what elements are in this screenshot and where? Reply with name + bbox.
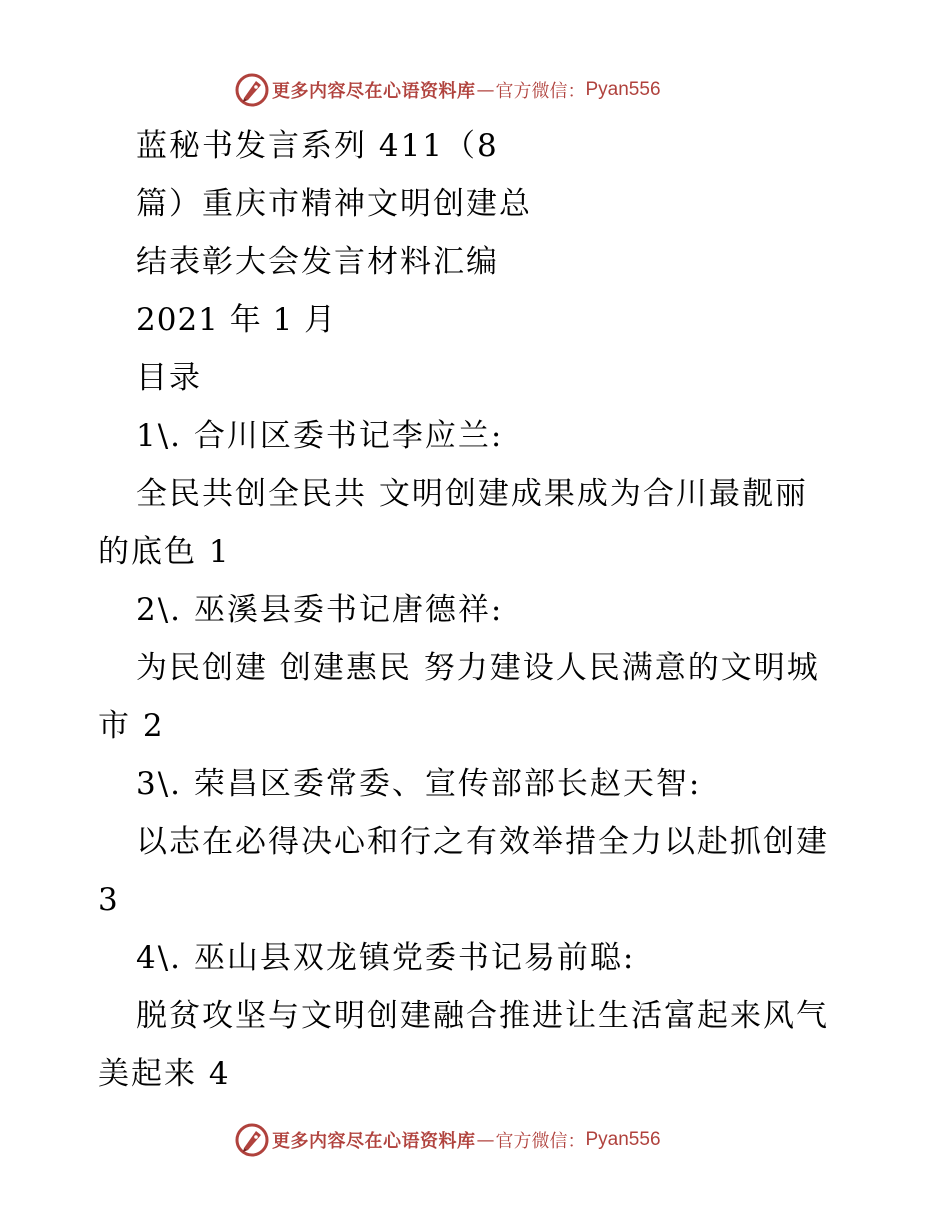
- toc-entry-1-title-cont: 的底色 1: [98, 534, 231, 570]
- toc-entry-3-title: 以志在必得决心和行之有效举措全力以赴抓创建: [136, 824, 829, 860]
- toc-entry-3-title-cont: 3: [98, 882, 120, 918]
- toc-entry-1-title: 全民共创全民共 文明创建成果成为合川最靓丽: [136, 476, 808, 512]
- watermark-wechat-id: Pyan556: [585, 1129, 661, 1150]
- toc-entry-2-title: 为民创建 创建惠民 努力建设人民满意的文明城: [136, 650, 820, 686]
- watermark-text: 更多内容尽在心语资料库: [272, 1131, 476, 1152]
- toc-heading: 目录: [136, 360, 202, 396]
- title-line-2: 篇）重庆市精神文明创建总: [136, 186, 532, 222]
- footer-watermark: [234, 1120, 754, 1160]
- pen-nib-logo-icon: [234, 72, 270, 108]
- pen-nib-logo-icon: [234, 1122, 270, 1158]
- document-date: 2021 年 1 月: [136, 302, 337, 338]
- toc-entry-3-speaker: 3\. 荣昌区委常委、宣传部部长赵天智:: [136, 766, 702, 802]
- toc-entry-4-title-cont: 美起来 4: [98, 1056, 231, 1092]
- toc-entry-2-speaker: 2\. 巫溪县委书记唐德祥:: [136, 592, 504, 628]
- watermark-wechat-id: Pyan556: [585, 79, 661, 100]
- watermark-wechat-label: 官方微信：: [495, 1131, 586, 1152]
- title-line-3: 结表彰大会发言材料汇编: [136, 244, 499, 280]
- watermark-dash: —: [476, 79, 495, 101]
- toc-entry-1-speaker: 1\. 合川区委书记李应兰:: [136, 418, 504, 454]
- watermark-text: 更多内容尽在心语资料库: [272, 81, 476, 102]
- title-line-1: 蓝秘书发言系列 411（8: [136, 128, 499, 164]
- toc-entry-4-title: 脱贫攻坚与文明创建融合推进让生活富起来风气: [136, 998, 829, 1034]
- toc-entry-2-title-cont: 市 2: [98, 708, 165, 744]
- toc-entry-4-speaker: 4\. 巫山县双龙镇党委书记易前聪:: [136, 940, 636, 976]
- watermark-dash: —: [476, 1129, 495, 1151]
- header-watermark: [234, 70, 754, 110]
- watermark-wechat-label: 官方微信：: [495, 81, 586, 102]
